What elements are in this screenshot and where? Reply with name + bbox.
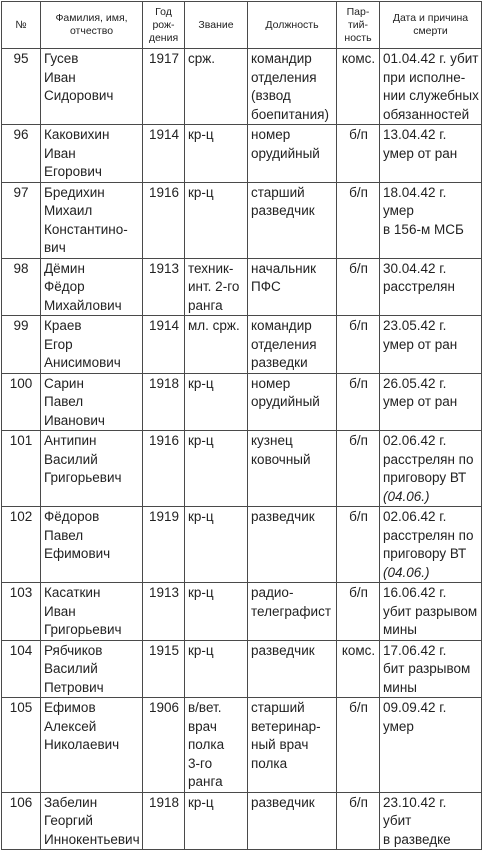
death-date-cause: 26.05.42 г. умер от ран bbox=[380, 373, 482, 431]
death-date-cause: 17.06.42 г. бит разрывом мины bbox=[380, 640, 482, 698]
death-date-cause: 02.06.42 г. расстрелян по приговору ВТ (04.06.) bbox=[380, 507, 482, 583]
position: разведчик bbox=[248, 792, 337, 850]
position: разведчик bbox=[248, 640, 337, 698]
table-row bbox=[2, 373, 482, 431]
row-number: 101 bbox=[2, 431, 41, 507]
row-number: 96 bbox=[2, 125, 41, 183]
birth-year: 1916 bbox=[143, 182, 185, 258]
birth-year: 1914 bbox=[143, 125, 185, 183]
row-number: 97 bbox=[2, 182, 41, 258]
row-number: 106 bbox=[2, 792, 41, 850]
party-membership: б/п bbox=[337, 507, 380, 583]
table-row bbox=[2, 792, 482, 850]
person-name: Гусев Иван Сидорович bbox=[41, 49, 143, 125]
death-date-cause: 18.04.42 г. умер в 156-м МСБ bbox=[380, 182, 482, 258]
rank: срж. bbox=[185, 49, 248, 125]
person-name: Рябчиков Василий Петрович bbox=[41, 640, 143, 698]
person-name: Сарин Павел Иванович bbox=[41, 373, 143, 431]
party-membership: б/п bbox=[337, 373, 380, 431]
row-number: 100 bbox=[2, 373, 41, 431]
party-membership: комс. bbox=[337, 640, 380, 698]
party-membership: б/п bbox=[337, 698, 380, 793]
row-number: 103 bbox=[2, 583, 41, 641]
death-date-cause: 23.05.42 г. умер от ран bbox=[380, 316, 482, 374]
position: старший разведчик bbox=[248, 182, 337, 258]
person-name: Каковихин Иван Егорович bbox=[41, 125, 143, 183]
header-death: Дата и причина смерти bbox=[380, 2, 482, 49]
rank: кр-ц bbox=[185, 792, 248, 850]
birth-year: 1918 bbox=[143, 792, 185, 850]
table-row bbox=[2, 583, 482, 641]
personnel-table bbox=[1, 1, 482, 850]
row-number: 95 bbox=[2, 49, 41, 125]
rank: кр-ц bbox=[185, 507, 248, 583]
person-name: Дёмин Фёдор Михайлович bbox=[41, 258, 143, 316]
rank: кр-ц bbox=[185, 182, 248, 258]
rank: кр-ц bbox=[185, 373, 248, 431]
party-membership: б/п bbox=[337, 258, 380, 316]
party-membership: б/п bbox=[337, 583, 380, 641]
person-name: Забелин Георгий Иннокентьевич bbox=[41, 792, 143, 850]
table-row bbox=[2, 182, 482, 258]
birth-year: 1906 bbox=[143, 698, 185, 793]
person-name: Бредихин Михаил Константино- вич bbox=[41, 182, 143, 258]
position: кузнец ковочный bbox=[248, 431, 337, 507]
rank: кр-ц bbox=[185, 431, 248, 507]
rank: мл. срж. bbox=[185, 316, 248, 374]
position: номер орудийный bbox=[248, 125, 337, 183]
party-membership: б/п bbox=[337, 792, 380, 850]
person-name: Антипин Василий Григорьевич bbox=[41, 431, 143, 507]
table-row bbox=[2, 431, 482, 507]
header-row bbox=[2, 2, 482, 49]
birth-year: 1916 bbox=[143, 431, 185, 507]
header-name: Фамилия, имя, отчество bbox=[41, 2, 143, 49]
party-membership: б/п bbox=[337, 125, 380, 183]
table-row bbox=[2, 316, 482, 374]
death-date-cause: 16.06.42 г. убит разрывом мины bbox=[380, 583, 482, 641]
person-name: Ефимов Алексей Николаевич bbox=[41, 698, 143, 793]
table-row bbox=[2, 640, 482, 698]
birth-year: 1915 bbox=[143, 640, 185, 698]
party-membership: комс. bbox=[337, 49, 380, 125]
rank: кр-ц bbox=[185, 583, 248, 641]
header-num: № bbox=[2, 2, 41, 49]
death-date-cause: 13.04.42 г. умер от ран bbox=[380, 125, 482, 183]
birth-year: 1918 bbox=[143, 373, 185, 431]
header-party: Пар- тий- ность bbox=[337, 2, 380, 49]
row-number: 98 bbox=[2, 258, 41, 316]
birth-year: 1913 bbox=[143, 583, 185, 641]
table-row bbox=[2, 507, 482, 583]
row-number: 102 bbox=[2, 507, 41, 583]
position: старший ветеринар- ный врач полка bbox=[248, 698, 337, 793]
table-row bbox=[2, 125, 482, 183]
person-name: Краев Егор Анисимович bbox=[41, 316, 143, 374]
table-row bbox=[2, 49, 482, 125]
party-membership: б/п bbox=[337, 182, 380, 258]
party-membership: б/п bbox=[337, 431, 380, 507]
person-name: Касаткин Иван Григорьевич bbox=[41, 583, 143, 641]
person-name: Фёдоров Павел Ефимович bbox=[41, 507, 143, 583]
header-position: Должность bbox=[248, 2, 337, 49]
death-date-cause: 09.09.42 г. умер bbox=[380, 698, 482, 793]
birth-year: 1917 bbox=[143, 49, 185, 125]
position: радио- телеграфист bbox=[248, 583, 337, 641]
birth-year: 1919 bbox=[143, 507, 185, 583]
position: командир отделения (взвод боепитания) bbox=[248, 49, 337, 125]
row-number: 105 bbox=[2, 698, 41, 793]
header-year: Год рож- дения bbox=[143, 2, 185, 49]
death-date-cause: 01.04.42 г. убит при исполне- нии служебных обязанностей bbox=[380, 49, 482, 125]
rank: техник- инт. 2-го ранга bbox=[185, 258, 248, 316]
rank: в/вет. врач полка 3-го ранга bbox=[185, 698, 248, 793]
death-date-cause: 23.10.42 г. убит в разведке bbox=[380, 792, 482, 850]
birth-year: 1913 bbox=[143, 258, 185, 316]
row-number: 99 bbox=[2, 316, 41, 374]
table-row bbox=[2, 258, 482, 316]
death-date-cause: 30.04.42 г. расстрелян bbox=[380, 258, 482, 316]
position: разведчик bbox=[248, 507, 337, 583]
table-row bbox=[2, 698, 482, 793]
rank: кр-ц bbox=[185, 640, 248, 698]
party-membership: б/п bbox=[337, 316, 380, 374]
position: начальник ПФС bbox=[248, 258, 337, 316]
header-rank: Звание bbox=[185, 2, 248, 49]
rank: кр-ц bbox=[185, 125, 248, 183]
row-number: 104 bbox=[2, 640, 41, 698]
death-date-cause: 02.06.42 г. расстрелян по приговору ВТ (04.06.) bbox=[380, 431, 482, 507]
birth-year: 1914 bbox=[143, 316, 185, 374]
position: командир отделения разведки bbox=[248, 316, 337, 374]
position: номер орудийный bbox=[248, 373, 337, 431]
